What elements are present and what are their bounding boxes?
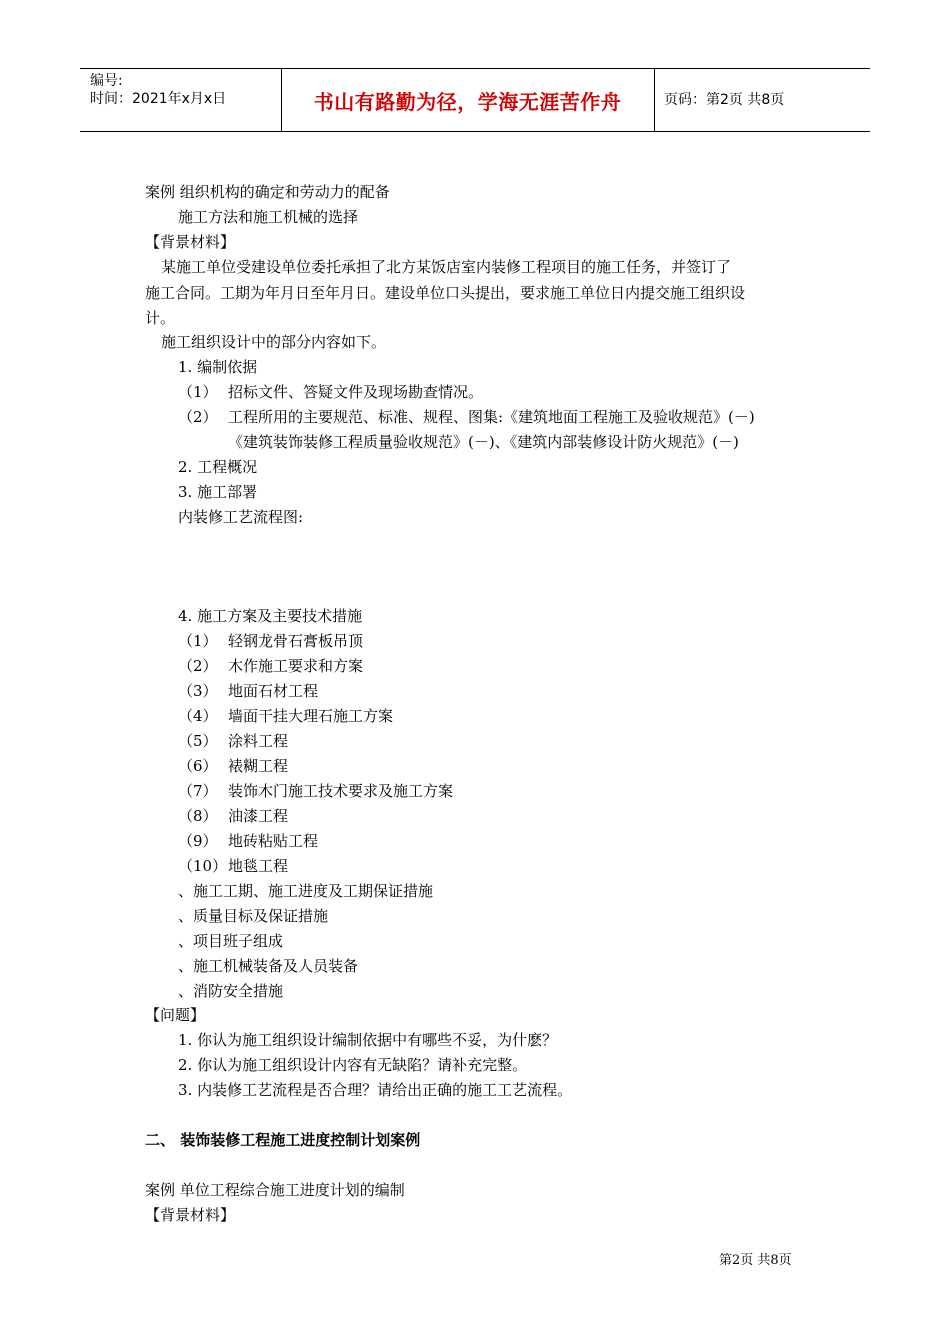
- list-item-text: 裱糊工程: [228, 757, 289, 775]
- header-page-label: 页码：第2页 共8页: [664, 92, 785, 108]
- section-title: 二、 装饰装修工程施工进度控制计划案例: [145, 1131, 421, 1149]
- list-item-number: （1）: [178, 632, 218, 650]
- header-divider: [654, 69, 655, 131]
- header-motto: 书山有路勤为径，学海无涯苦作舟: [313, 90, 622, 114]
- list-item: [178, 656, 363, 676]
- list-item-number: （7）: [178, 782, 218, 800]
- list-item-text: 木作施工要求和方案: [228, 657, 364, 675]
- list-item-number: （2）: [178, 408, 218, 426]
- section-heading: 1. 编制依据: [178, 358, 258, 376]
- list-item: [178, 706, 393, 726]
- list-item-text: 招标文件、答疑文件及现场勘查情况。: [228, 383, 484, 401]
- list-item-text: 地砖粘贴工程: [228, 832, 319, 850]
- section-heading: 2. 工程概况: [178, 458, 258, 476]
- list-item-number: （5）: [178, 732, 218, 750]
- paragraph-line: 施工合同。工期为年月日至年月日。建设单位口头提出，要求施工单位日内提交施工组织设: [145, 284, 746, 302]
- list-item: [178, 731, 288, 751]
- flow-label: 内装修工艺流程图:: [178, 508, 304, 526]
- page-header: [80, 68, 870, 132]
- list-item: [178, 856, 288, 876]
- extra-item: 、消防安全措施: [178, 982, 284, 1000]
- list-item: [178, 631, 363, 651]
- case-title: 案例 组织机构的确定和劳动力的配备: [145, 183, 390, 201]
- list-item-text: 墙面干挂大理石施工方案: [228, 707, 394, 725]
- background-heading: 【背景材料】: [145, 233, 236, 251]
- list-item: [178, 831, 318, 851]
- list-item-number: （4）: [178, 707, 218, 725]
- list-item: [178, 681, 318, 701]
- question-heading: 【问题】: [145, 1006, 206, 1024]
- case-title: 案例 单位工程综合施工进度计划的编制: [145, 1181, 405, 1199]
- paragraph: 施工组织设计中的部分内容如下。: [161, 333, 387, 351]
- question-item: 2. 你认为施工组织设计内容有无缺陷？请补充完整。: [178, 1056, 528, 1074]
- background-heading: 【背景材料】: [145, 1206, 236, 1224]
- section-heading: 4. 施工方案及主要技术措施: [178, 607, 363, 625]
- paragraph-line: 计。: [145, 309, 176, 327]
- list-item: [178, 781, 453, 801]
- paragraph-line: 某施工单位受建设单位委托承担了北方某饭店室内装修工程项目的施工任务，并签订了: [161, 258, 732, 276]
- extra-item: 、施工工期、施工进度及工期保证措施: [178, 882, 434, 900]
- list-item: [178, 806, 288, 826]
- list-item-number: （8）: [178, 807, 218, 825]
- extra-item: 、质量目标及保证措施: [178, 907, 329, 925]
- list-item: [178, 407, 755, 427]
- list-item-text: 工程所用的主要规范、标准、规程、图集:《建筑地面工程施工及验收规范》(－): [228, 408, 755, 426]
- section-heading: 3. 施工部署: [178, 483, 258, 501]
- question-item: 3. 内装修工艺流程是否合理？请给出正确的施工工艺流程。: [178, 1081, 573, 1099]
- extra-item: 、施工机械装备及人员装备: [178, 957, 359, 975]
- list-item-continuation: 《建筑装饰装修工程质量验收规范》(－)、《建筑内部装修设计防火规范》(－): [228, 433, 739, 451]
- list-item-number: （3）: [178, 682, 218, 700]
- list-item-text: 地毯工程: [228, 857, 289, 875]
- list-item-text: 涂料工程: [228, 732, 289, 750]
- list-item: [178, 756, 288, 776]
- list-item-number: （10）: [178, 857, 228, 875]
- list-item-text: 轻钢龙骨石膏板吊顶: [228, 632, 364, 650]
- list-item: [178, 382, 483, 402]
- list-item-number: （6）: [178, 757, 218, 775]
- time-label: 时间：2021年x月x日: [90, 91, 227, 107]
- list-item-text: 油漆工程: [228, 807, 289, 825]
- list-item-text: 装饰木门施工技术要求及施工方案: [228, 782, 454, 800]
- list-item-number: （1）: [178, 383, 218, 401]
- list-item-number: （2）: [178, 657, 218, 675]
- question-item: 1. 你认为施工组织设计编制依据中有哪些不妥，为什麽？: [178, 1031, 558, 1049]
- code-label: 编号:: [90, 73, 123, 89]
- list-item-number: （9）: [178, 832, 218, 850]
- page-footer: 第2页 共8页: [719, 1253, 792, 1268]
- header-left: [90, 72, 226, 108]
- case-subtitle: 施工方法和施工机械的选择: [178, 208, 359, 226]
- extra-item: 、项目班子组成: [178, 932, 284, 950]
- list-item-text: 地面石材工程: [228, 682, 319, 700]
